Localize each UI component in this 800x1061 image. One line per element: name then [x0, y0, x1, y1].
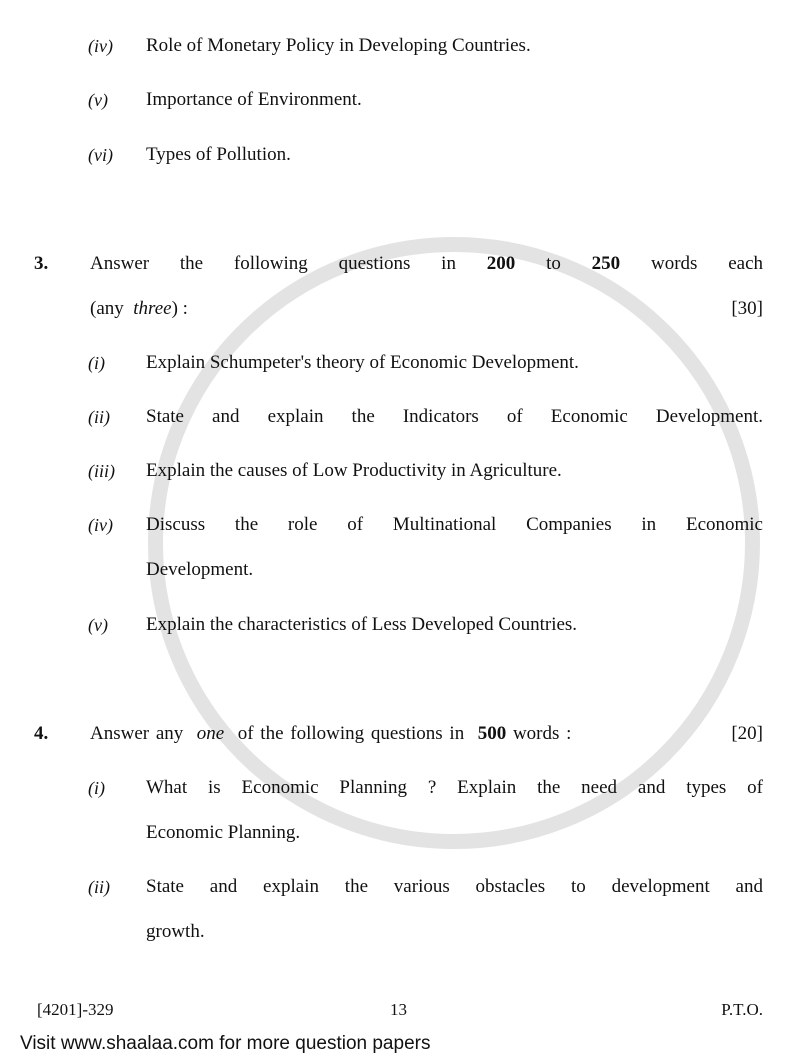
item-text: Explain the causes of Low Productivity in Agriculture. — [146, 460, 562, 481]
prompt-text: of the following questions in — [237, 723, 465, 744]
prompt-text: words each — [650, 253, 764, 274]
item-text: Role of Monetary Policy in Developing Countries. — [146, 35, 531, 56]
item-number: (iii) — [88, 461, 115, 481]
item-text: State and explain the Indicators of Economic Development. — [146, 406, 763, 427]
item-number: (ii) — [88, 877, 110, 897]
page-number: 13 — [390, 1000, 407, 1019]
prompt-text: to — [546, 253, 561, 274]
prompt-text: Answer any — [90, 723, 184, 744]
word-count-min: 200 — [486, 253, 516, 274]
item-text: Development. — [146, 559, 254, 580]
question-number: 4. — [34, 723, 49, 744]
question-3-prompt — [90, 252, 763, 276]
item-number: (v) — [88, 90, 108, 110]
item-text: Economic Planning. — [146, 822, 301, 843]
marks: [20] — [731, 723, 763, 744]
item-text: Explain the characteristics of Less Developed Countries. — [146, 614, 578, 635]
item-number: (vi) — [88, 145, 113, 165]
word-count: 500 — [477, 723, 507, 744]
prompt-emphasis: three — [133, 298, 172, 319]
item-number: (ii) — [88, 407, 110, 427]
marks: [30] — [731, 298, 763, 319]
item-number: (i) — [88, 353, 105, 373]
prompt-emphasis: one — [196, 723, 225, 744]
item-text: What is Economic Planning ? Explain the need and types of — [146, 777, 763, 798]
prompt-text: words : — [512, 723, 572, 744]
word-count-max: 250 — [591, 253, 621, 274]
item-number: (i) — [88, 778, 105, 798]
item-text: Discuss the role of Multinational Companies in Economic — [146, 514, 763, 535]
pto-label: P.T.O. — [721, 1000, 763, 1019]
prompt-text: Answer the following questions in — [90, 253, 456, 274]
item-number: (iv) — [88, 36, 113, 56]
visit-link[interactable]: Visit www.shaalaa.com for more question papers — [20, 1033, 431, 1054]
prompt-text: (any — [90, 298, 124, 319]
question-3-prompt-line2 — [90, 297, 188, 321]
paper-code: [4201]-329 — [37, 1000, 114, 1019]
question-number: 3. — [34, 253, 49, 274]
question-4-prompt — [90, 722, 571, 746]
item-text: growth. — [146, 921, 205, 942]
prompt-text: ) : — [171, 298, 188, 319]
item-text: Explain Schumpeter's theory of Economic Development. — [146, 352, 579, 373]
item-number: (v) — [88, 615, 108, 635]
item-text: Importance of Environment. — [146, 89, 362, 110]
watermark-circle — [148, 237, 760, 849]
item-number: (iv) — [88, 515, 113, 535]
item-text: State and explain the various obstacles to development and — [146, 876, 763, 897]
item-text: Types of Pollution. — [146, 144, 291, 165]
